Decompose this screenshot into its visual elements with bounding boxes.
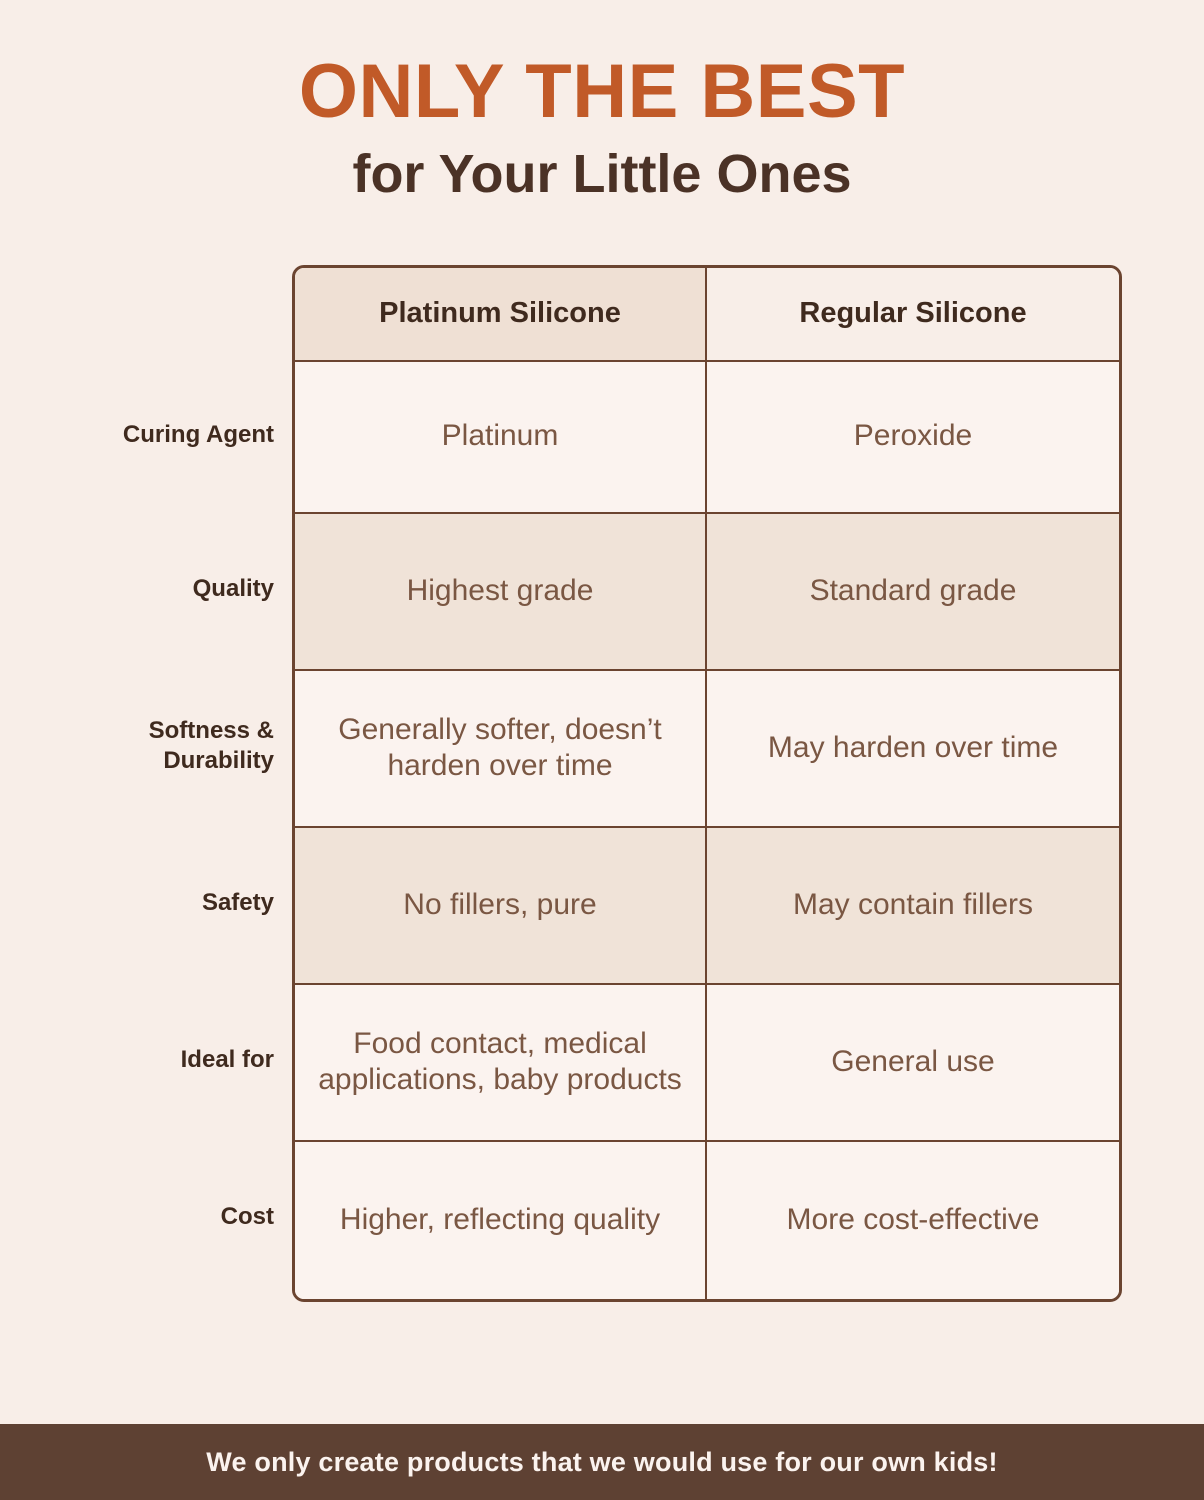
cell-regular-quality: Standard grade xyxy=(707,514,1119,671)
row-label-cost xyxy=(60,1139,292,1296)
page-subtitle: for Your Little Ones xyxy=(352,143,852,204)
cell-regular-softness-durability: May harden over time xyxy=(707,671,1119,828)
row-label-column xyxy=(60,265,292,1302)
row-label-safety xyxy=(60,825,292,982)
table-row xyxy=(295,514,1119,671)
page-title: ONLY THE BEST xyxy=(298,49,906,134)
table-row xyxy=(295,985,1119,1142)
row-label-text: Safety xyxy=(201,889,274,917)
cell-platinum-ideal-for: Food contact, medical applications, baby products xyxy=(295,985,707,1142)
table-row xyxy=(295,671,1119,828)
footer-banner xyxy=(0,1424,1204,1500)
cell-regular-safety: May contain fillers xyxy=(707,828,1119,985)
row-label-curing-agent xyxy=(60,359,292,511)
cell-platinum-quality: Highest grade xyxy=(295,514,707,671)
cell-platinum-cost: Higher, reflecting quality xyxy=(295,1142,707,1299)
row-label-softness-durability xyxy=(60,668,292,825)
cell-platinum-safety: No fillers, pure xyxy=(295,828,707,985)
cell-regular-curing-agent: Peroxide xyxy=(707,362,1119,514)
cell-regular-cost: More cost-effective xyxy=(707,1142,1119,1299)
comparison-table xyxy=(60,265,1150,1302)
footer-text: We only create products that we would use for our own kids! xyxy=(206,1446,998,1477)
row-label-text: Quality xyxy=(192,575,274,603)
cell-regular-ideal-for: General use xyxy=(707,985,1119,1142)
table-header-row xyxy=(295,268,1119,362)
row-label-text: Curing Agent xyxy=(122,420,274,448)
table-row xyxy=(295,362,1119,514)
row-label-text: Softness & Durability xyxy=(148,717,274,775)
row-label-text: Cost xyxy=(220,1203,274,1231)
table-row xyxy=(295,828,1119,985)
row-label-text: Ideal for xyxy=(180,1046,274,1074)
table-row xyxy=(295,1142,1119,1299)
column-header-regular: Regular Silicone xyxy=(707,268,1119,362)
table-grid xyxy=(292,265,1122,1302)
cell-platinum-softness-durability: Generally softer, doesn’t harden over time xyxy=(295,671,707,828)
column-header-platinum: Platinum Silicone xyxy=(295,268,707,362)
row-label-quality xyxy=(60,511,292,668)
row-label-ideal-for xyxy=(60,982,292,1139)
cell-platinum-curing-agent: Platinum xyxy=(295,362,707,514)
page-header xyxy=(0,0,1204,207)
